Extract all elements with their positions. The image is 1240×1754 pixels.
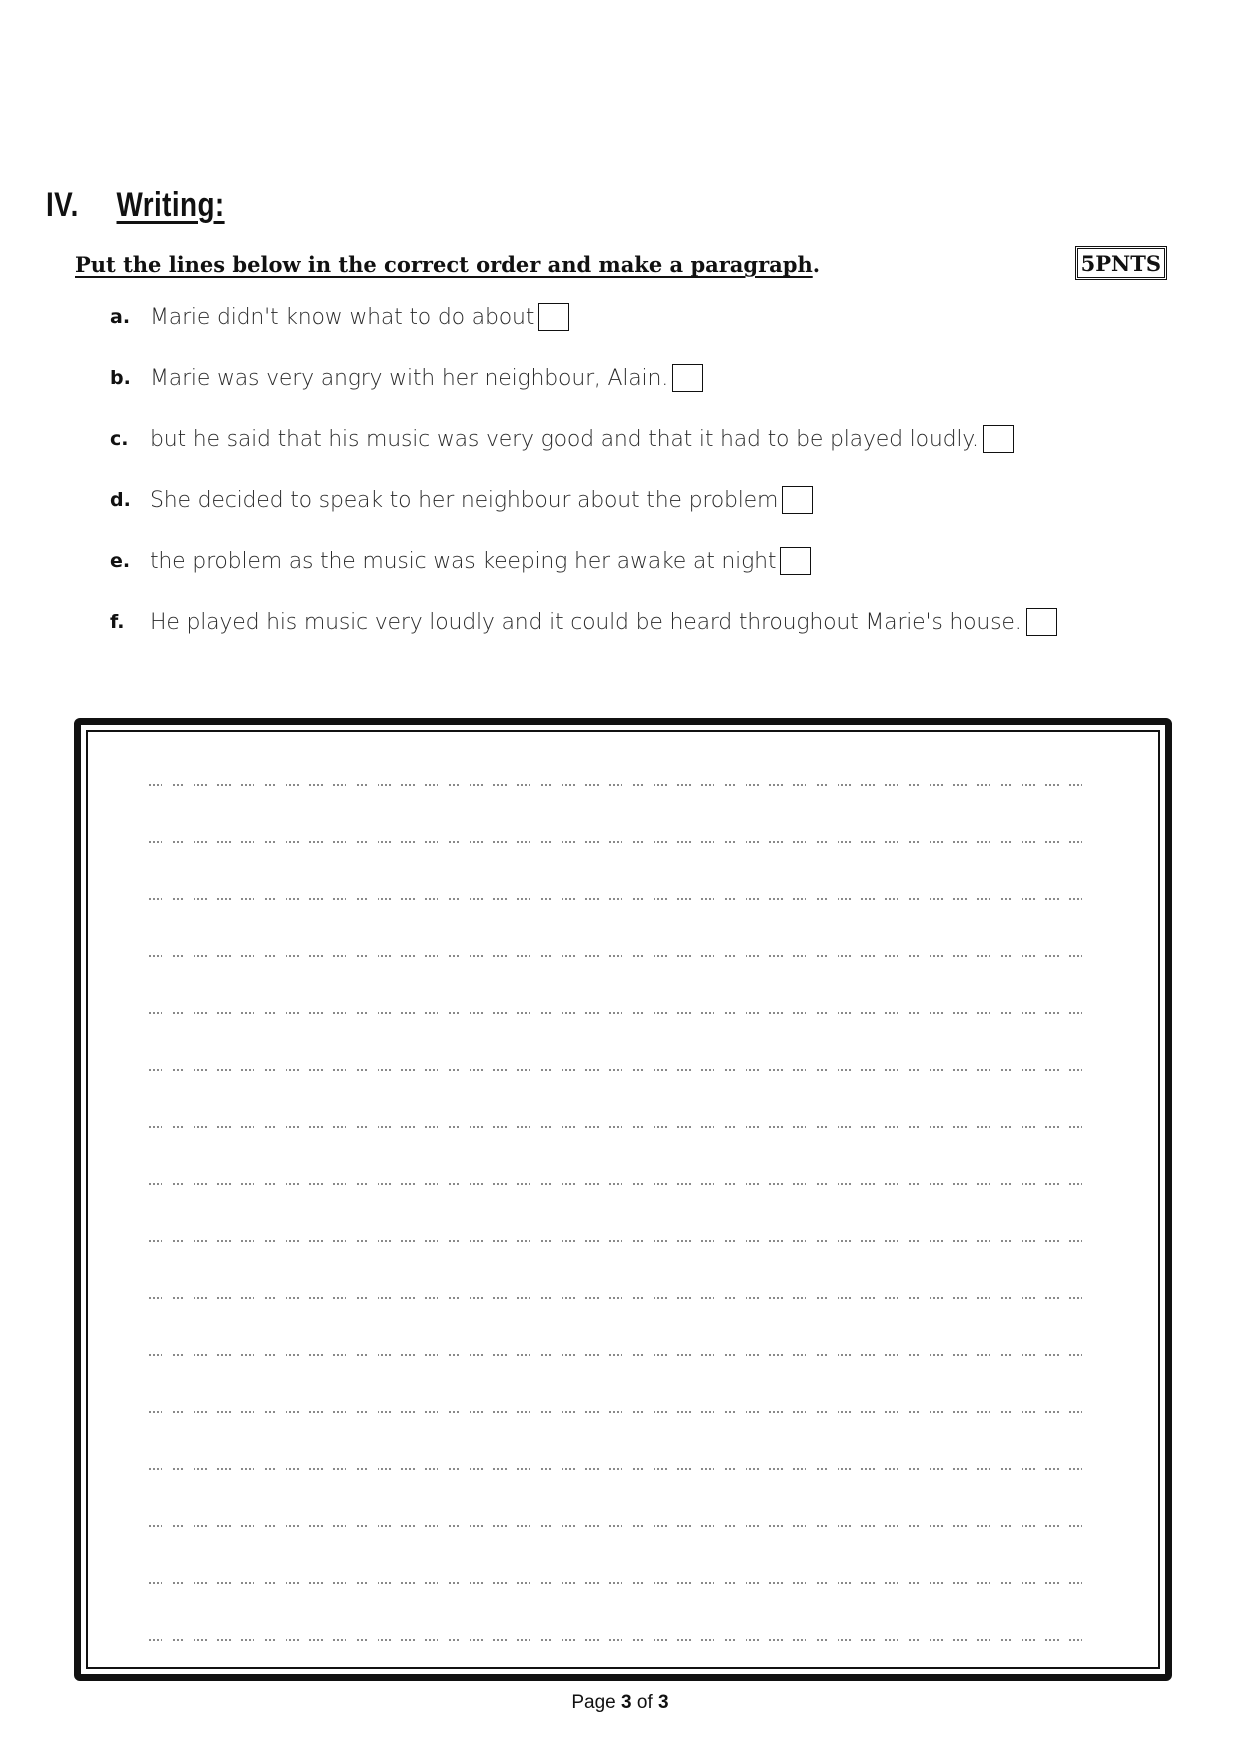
section-number: IV.	[46, 186, 79, 224]
writing-line[interactable]	[148, 1410, 1092, 1414]
list-item: a. Marie didn't know what to do about	[110, 300, 569, 334]
answer-box[interactable]	[1026, 608, 1057, 636]
answer-box[interactable]	[538, 303, 569, 331]
instruction-row	[75, 252, 1165, 288]
answer-box[interactable]	[782, 486, 813, 514]
writing-line[interactable]	[148, 1125, 1092, 1129]
answer-box[interactable]	[672, 364, 703, 392]
writing-line[interactable]	[148, 1467, 1092, 1471]
instruction-text: Put the lines below in the correct order and make a paragraph.	[75, 252, 821, 277]
writing-line[interactable]	[148, 840, 1092, 844]
writing-line[interactable]	[148, 1638, 1092, 1642]
list-item: d. She decided to speak to her neighbour about the problem	[110, 483, 813, 517]
writing-line[interactable]	[148, 783, 1092, 787]
writing-line[interactable]	[148, 1239, 1092, 1243]
page-footer: Page 3 of 3	[571, 1692, 669, 1713]
writing-line[interactable]	[148, 1011, 1092, 1015]
answer-box[interactable]	[780, 547, 811, 575]
writing-line[interactable]	[148, 1182, 1092, 1186]
section-heading	[46, 186, 225, 225]
answer-frame-inner-border	[86, 730, 1160, 1669]
list-item: f. He played his music very loudly and it could be heard throughout Marie's house.	[110, 605, 1057, 639]
section-title: Writing:	[116, 186, 225, 224]
writing-line[interactable]	[148, 954, 1092, 958]
writing-line[interactable]	[148, 1581, 1092, 1585]
points-badge: 5PNTS	[1077, 248, 1165, 278]
writing-line[interactable]	[148, 1524, 1092, 1528]
list-item: c. but he said that his music was very good and that it had to be played loudly.	[110, 422, 1014, 456]
total-pages: 3	[658, 1692, 669, 1713]
writing-line[interactable]	[148, 1296, 1092, 1300]
list-item: b. Marie was very angry with her neighbour, Alain.	[110, 361, 703, 395]
answer-frame	[74, 718, 1172, 1681]
current-page: 3	[621, 1692, 632, 1713]
writing-line[interactable]	[148, 1068, 1092, 1072]
list-item: e. the problem as the music was keeping her awake at night	[110, 544, 811, 578]
writing-line[interactable]	[148, 1353, 1092, 1357]
answer-box[interactable]	[983, 425, 1014, 453]
writing-line[interactable]	[148, 897, 1092, 901]
